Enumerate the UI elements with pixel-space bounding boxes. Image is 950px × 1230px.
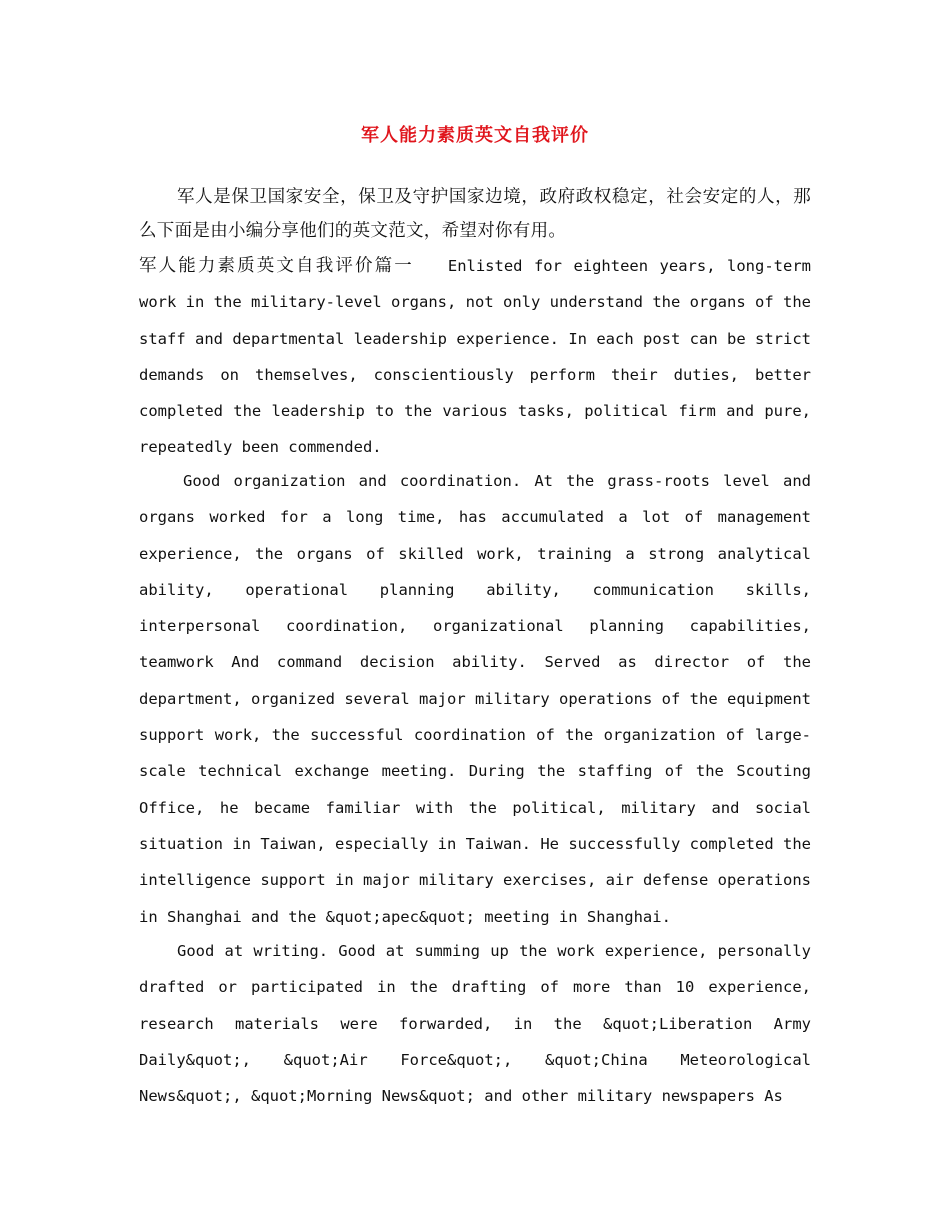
- paragraph-1: [139, 248, 811, 466]
- intro-paragraph: 军人是保卫国家安全，保卫及守护国家边境，政府政权稳定，社会安定的人，那么下面是由小编分享他们的英文范文，希望对你有用。: [139, 187, 811, 241]
- document-title: 军人能力素质英文自我评价: [361, 125, 589, 146]
- paragraph-1-text: Enlisted for eighteen years, long-term work in the military-level organs, not only understand the organs of the staff and departmental leadership experience. In each post can be strict demands on themselves, conscientiously perform their duties, better completed the leadership to the various tasks, political firm and pure, repeatedly been commended.: [139, 257, 811, 457]
- paragraph-2: Good organization and coordination. At the grass-roots level and organs worked for a long time, has accumulated a lot of management experience, the organs of skilled work, training a strong analytical ability, operational planning ability, communication skills, interpersonal coordination, organizational planning capabilities, teamwork And command decision ability. Served as director of the department, organized several major military operations of the equipment support work, the successful coordination of the organization of large-scale technical exchange meeting. During the staffing of the Scouting Office, he became familiar with the political, military and social situation in Taiwan, especially in Taiwan. He successfully completed the intelligence support in major military exercises, air defense operations in Shanghai and the &quot;apec&quot; meeting in Shanghai.: [139, 472, 811, 926]
- section-heading: 军人能力素质英文自我评价篇一: [139, 256, 414, 276]
- paragraph-3: Good at writing. Good at summing up the work experience, personally drafted or participated in the drafting of more than 10 experience, research materials were forwarded, in the &quot;Liberation Army Daily&quot;, &quot;Air Force&quot;, &quot;China Meteorological News&quot;, &quot;Morning News&quot; and other military newspapers As: [139, 942, 811, 1106]
